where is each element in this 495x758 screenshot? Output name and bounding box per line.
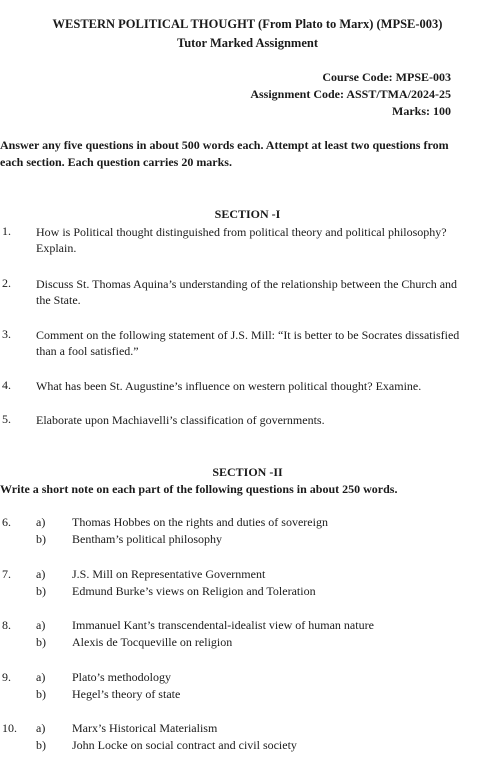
question-text: What has been St. Augustine’s influence on western political thought? Examine. [36, 379, 422, 393]
part-a-label: a) [36, 567, 46, 581]
question-text [36, 327, 460, 359]
part-b-text: Hegel’s theory of state [72, 687, 181, 701]
part-a-text: Thomas Hobbes on the rights and duties of sovereign [72, 515, 328, 529]
part-b-text: Bentham’s political philosophy [72, 532, 222, 546]
instructions-line-2: each section. Each question carries 20 marks. [0, 155, 232, 169]
instructions-line-1: Answer any five questions in about 500 words each. Attempt at least two questions from [0, 138, 449, 152]
question-text [36, 224, 451, 256]
part-b-text: Alexis de Tocqueville on religion [72, 635, 233, 649]
question-text-line: Explain. [36, 241, 77, 255]
part-b-label: b) [36, 635, 46, 649]
question-number: 1. [2, 224, 11, 238]
question-text-line: Discuss St. Thomas Aquina’s understanding of the relationship between the Church and [36, 277, 458, 291]
question-number: 7. [2, 567, 11, 581]
question-number: 3. [2, 327, 11, 341]
part-a-label: a) [36, 670, 46, 684]
part-a-label: a) [36, 515, 46, 529]
question-text-line: the State. [36, 293, 81, 307]
part-a-text: J.S. Mill on Representative Government [72, 567, 266, 581]
question-number: 9. [2, 670, 11, 684]
marks: Marks: 100 [392, 104, 451, 118]
question-number: 6. [2, 515, 11, 529]
part-a-text: Marx’s Historical Materialism [72, 721, 218, 735]
part-b-text: John Locke on social contract and civil society [72, 738, 297, 752]
question-text-line: How is Political thought distinguished from political theory and political philosophy? [36, 225, 447, 239]
section-2-heading: SECTION -II [212, 465, 283, 479]
part-b-text: Edmund Burke’s views on Religion and Toleration [72, 584, 316, 598]
part-a-label: a) [36, 618, 46, 632]
question-number: 2. [2, 276, 11, 290]
question-text-line: than a fool satisfied.” [36, 344, 139, 358]
question-number: 4. [2, 378, 11, 392]
part-a-text: Plato’s methodology [72, 670, 171, 684]
question-text: Elaborate upon Machiavelli’s classification of governments. [36, 413, 325, 427]
part-b-label: b) [36, 738, 46, 752]
section-2-instruction: Write a short note on each part of the following questions in about 250 words. [0, 482, 398, 496]
part-a-label: a) [36, 721, 46, 735]
part-b-label: b) [36, 687, 46, 701]
assignment-code: Assignment Code: ASST/TMA/2024-25 [250, 87, 451, 101]
question-text [36, 276, 458, 308]
section-1-heading: SECTION -I [214, 207, 281, 221]
question-number: 5. [2, 412, 11, 426]
part-b-label: b) [36, 584, 46, 598]
document-title: WESTERN POLITICAL THOUGHT (From Plato to Marx) (MPSE-003) [52, 17, 443, 31]
part-b-label: b) [36, 532, 46, 546]
question-text-line: Comment on the following statement of J.S. Mill: “It is better to be Socrates dissatisfied [36, 328, 460, 342]
part-a-text: Immanuel Kant’s transcendental-idealist view of human nature [72, 618, 374, 632]
course-code: Course Code: MPSE-003 [322, 70, 451, 84]
question-number: 10. [2, 721, 17, 735]
document-subtitle: Tutor Marked Assignment [177, 36, 318, 50]
question-number: 8. [2, 618, 11, 632]
